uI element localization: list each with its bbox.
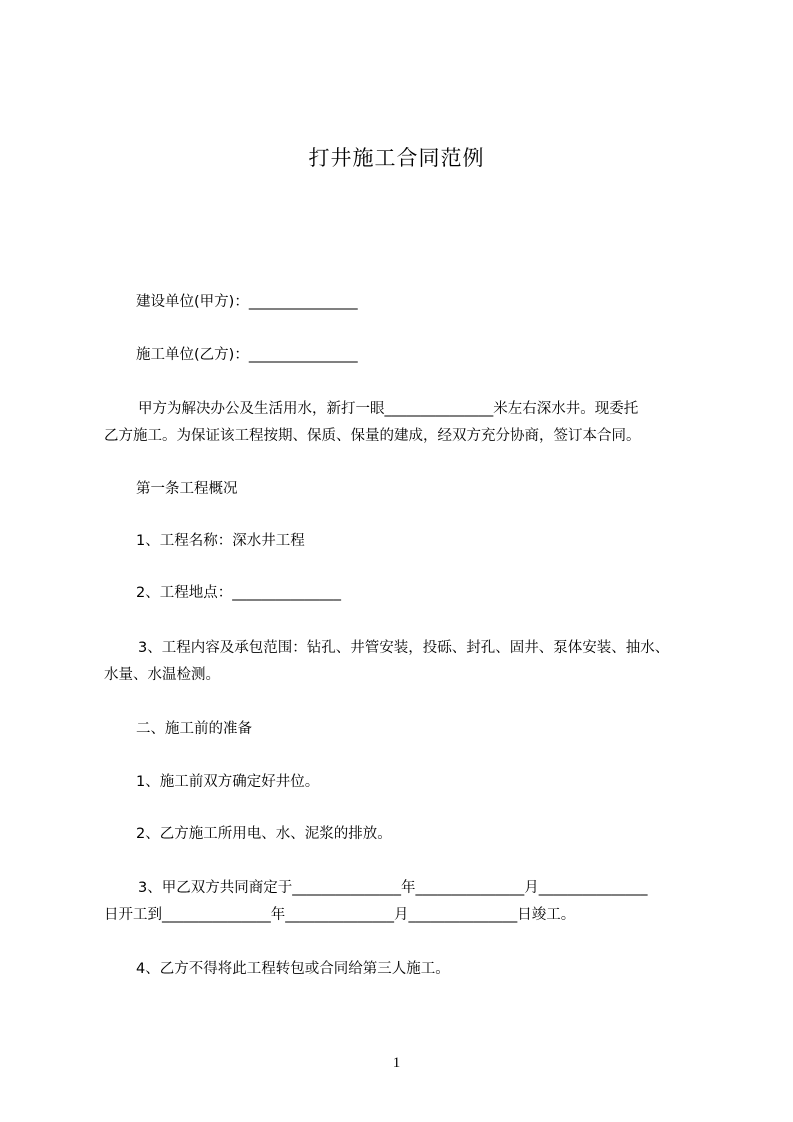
project-name-line: 1、工程名称：深水井工程 <box>136 533 305 549</box>
project-location-line: 2、工程地点：_______________ <box>136 585 341 601</box>
schedule-line-2: 日开工到_______________年_______________月_______________日竣工。 <box>104 907 576 923</box>
project-scope-line-2: 水量、水温检测。 <box>104 667 220 683</box>
utilities-line: 2、乙方施工所用电、水、泥浆的排放。 <box>136 826 392 842</box>
page-number: 1 <box>392 1055 401 1071</box>
well-position-line: 1、施工前双方确定好井位。 <box>136 774 320 790</box>
section-2-heading: 二、施工前的准备 <box>136 721 252 737</box>
intro-paragraph-line-1: 甲方为解决办公及生活用水，新打一眼_______________米左右深水井。现委托 <box>138 401 639 417</box>
party-b-line: 施工单位(乙方)：_______________ <box>136 347 358 363</box>
party-a-line: 建设单位(甲方)：_______________ <box>136 294 358 310</box>
intro-paragraph-line-2: 乙方施工。为保证该工程按期、保质、保量的建成，经双方充分协商，签订本合同。 <box>104 428 641 444</box>
project-scope-line-1: 3、工程内容及承包范围：钻孔、井管安装，投砾、封孔、固井、泵体安装、抽水、 <box>138 640 670 656</box>
no-subcontract-line: 4、乙方不得将此工程转包或合同给第三人施工。 <box>136 961 450 977</box>
document-title: 打井施工合同范例 <box>308 146 485 170</box>
section-1-heading: 第一条工程概况 <box>136 481 238 497</box>
schedule-line-1: 3、甲乙双方共同商定于_______________年_______________月_______________ <box>138 880 648 896</box>
